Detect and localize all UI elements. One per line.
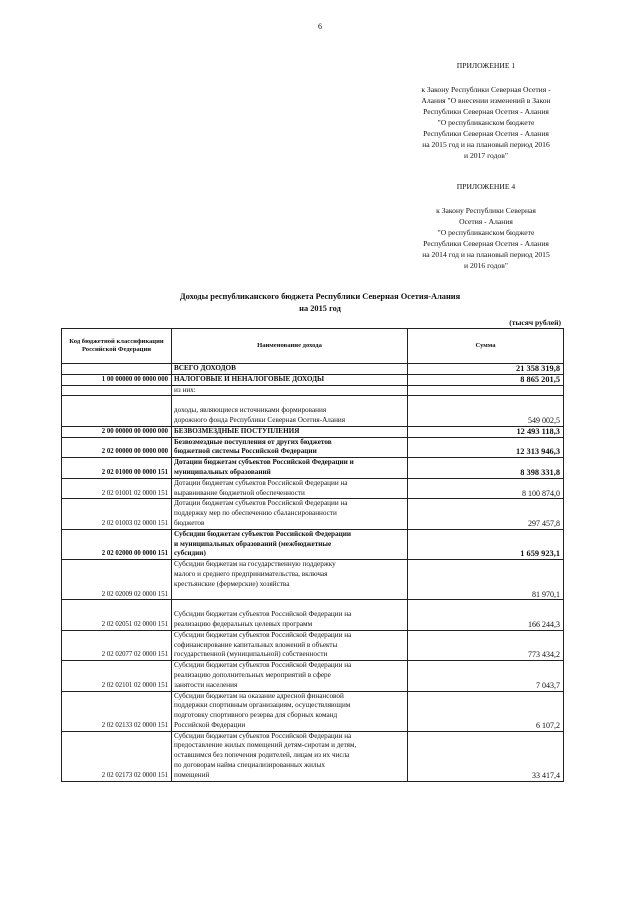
row-code: 2 02 02173 02 0000 151 xyxy=(62,731,172,781)
table-row xyxy=(62,529,564,559)
row-code xyxy=(62,396,172,426)
row-name: ВСЕГО ДОХОДОВ xyxy=(172,364,408,375)
row-name: БЕЗВОЗМЕЗДНЫЕ ПОСТУПЛЕНИЯ xyxy=(172,426,408,437)
row-amount: 297 457,8 xyxy=(408,499,564,529)
appendix-4-body: к Закону Республики Северная Осетия - Алания "О республиканском бюджете Республики Северная Осетия - Алания на 2014 год и на плановый период 2015 и 2016 годов" xyxy=(422,206,550,270)
row-amount: 12 493 118,3 xyxy=(408,426,564,437)
table-row xyxy=(62,630,564,660)
table-row xyxy=(62,478,564,499)
header-name: Наименование дохода xyxy=(172,329,408,364)
row-name: Дотации бюджетам субъектов Российской Федерации и муниципальных образований xyxy=(172,458,408,479)
row-amount: 1 659 923,1 xyxy=(408,529,564,559)
row-code: 2 02 02133 02 0000 151 xyxy=(62,691,172,731)
row-amount: 7 043,7 xyxy=(408,661,564,691)
row-code: 2 00 00000 00 0000 000 xyxy=(62,426,172,437)
row-name: Субсидии бюджетам субъектов Российской Федерации и муниципальных образований (межбюджетные субсидии) xyxy=(172,529,408,559)
row-amount: 773 434,2 xyxy=(408,630,564,660)
row-name: доходы, являющиеся источниками формирования дорожного фонда Республики Северная Осетия-Алания xyxy=(172,396,408,426)
row-amount: 8 865 201,5 xyxy=(408,374,564,385)
row-amount: 549 002,5 xyxy=(408,396,564,426)
row-name: Субсидии бюджетам субъектов Российской Федерации на реализацию дополнительных мероприятий в сфере занятости населения xyxy=(172,661,408,691)
row-name: Субсидии бюджетам субъектов Российской Федерации на софинансирование капитальных вложений в объекты государственной (муниципальной) собственности xyxy=(172,630,408,660)
revenue-table xyxy=(61,328,564,782)
appendix-1-heading: ПРИЛОЖЕНИЕ 1 xyxy=(456,61,516,70)
table-row xyxy=(62,661,564,691)
header-amount: Сумма xyxy=(408,329,564,364)
appendix-4-heading: ПРИЛОЖЕНИЕ 4 xyxy=(456,182,516,191)
appendix-1-body: к Закону Республики Северная Осетия - Алания "О внесении изменений в Закон Республики Северная Осетия - Алания "О республиканском бюджете Республики Северная Осетия - Алания на 2015 год и на плановый период 2016 и 2017 годов" xyxy=(421,85,551,160)
row-code: 2 02 02000 00 0000 151 xyxy=(62,529,172,559)
row-code: 2 02 02009 02 0000 151 xyxy=(62,560,172,600)
row-name: Субсидии бюджетам на государственную поддержку малого и среднего предпринимательства, включая крестьянские (фермерские) хозяйства xyxy=(172,560,408,600)
table-row xyxy=(62,385,564,396)
table-row xyxy=(62,731,564,781)
row-code xyxy=(62,385,172,396)
row-amount: 8 398 331,8 xyxy=(408,458,564,479)
row-amount: 8 100 874,0 xyxy=(408,478,564,499)
row-code: 2 02 00000 00 0000 000 xyxy=(62,437,172,458)
table-row xyxy=(62,560,564,600)
page-number: 6 xyxy=(318,22,322,31)
row-amount: 33 417,4 xyxy=(408,731,564,781)
row-name: Безвозмездные поступления от других бюджетов бюджетной системы Российской Федерации xyxy=(172,437,408,458)
table-row xyxy=(62,437,564,458)
document-title: Доходы республиканского бюджета Республики Северная Осетия-Алания на 2015 год xyxy=(179,292,461,313)
row-amount: 6 107,2 xyxy=(408,691,564,731)
header-code: Код бюджетной классификации Российской Федерации xyxy=(62,329,172,364)
table-row xyxy=(62,600,564,630)
row-amount: 21 358 319,8 xyxy=(408,364,564,375)
row-amount: 81 970,1 xyxy=(408,560,564,600)
row-name: Субсидии бюджетам субъектов Российской Федерации на реализацию федеральных целевых программ xyxy=(172,600,408,630)
table-row xyxy=(62,426,564,437)
table-row xyxy=(62,691,564,731)
row-code: 2 02 01003 02 0000 151 xyxy=(62,499,172,529)
row-name: НАЛОГОВЫЕ И НЕНАЛОГОВЫЕ ДОХОДЫ xyxy=(172,374,408,385)
row-code: 2 02 01001 02 0000 151 xyxy=(62,478,172,499)
appendix-4-block xyxy=(386,181,586,271)
row-name: Субсидии бюджетам субъектов Российской Федерации на предоставление жилых помещений детям-сиротам и детям, оставшимся без попечения родителей, лицам из их числа по договорам найма специализированных жилых помещений xyxy=(172,731,408,781)
row-name: из них: xyxy=(172,385,408,396)
row-code: 1 00 00000 00 0000 000 xyxy=(62,374,172,385)
row-code xyxy=(62,364,172,375)
row-code: 2 02 02101 02 0000 151 xyxy=(62,661,172,691)
table-row xyxy=(62,364,564,375)
row-code: 2 02 01000 00 0000 151 xyxy=(62,458,172,479)
table-row xyxy=(62,396,564,426)
row-amount xyxy=(408,385,564,396)
row-name: Дотации бюджетам субъектов Российской Федерации на поддержку мер по обеспечению сбалансированности бюджетов xyxy=(172,499,408,529)
row-code: 2 02 02077 02 0000 151 xyxy=(62,630,172,660)
row-name: Дотации бюджетам субъектов Российской Федерации на выравнивание бюджетной обеспеченности xyxy=(172,478,408,499)
table-row xyxy=(62,499,564,529)
table-row xyxy=(62,374,564,385)
table-header-row xyxy=(62,329,564,364)
units-label: (тысяч рублей) xyxy=(509,318,561,327)
row-amount: 12 313 946,3 xyxy=(408,437,564,458)
row-code: 2 02 02051 02 0000 151 xyxy=(62,600,172,630)
table-row xyxy=(62,458,564,479)
row-amount: 166 244,3 xyxy=(408,600,564,630)
appendix-1-block xyxy=(386,60,586,161)
row-name: Субсидии бюджетам на оказание адресной финансовой поддержки спортивным организациям, осуществляющим подготовку спортивного резерва для сборных команд Российской Федерации xyxy=(172,691,408,731)
